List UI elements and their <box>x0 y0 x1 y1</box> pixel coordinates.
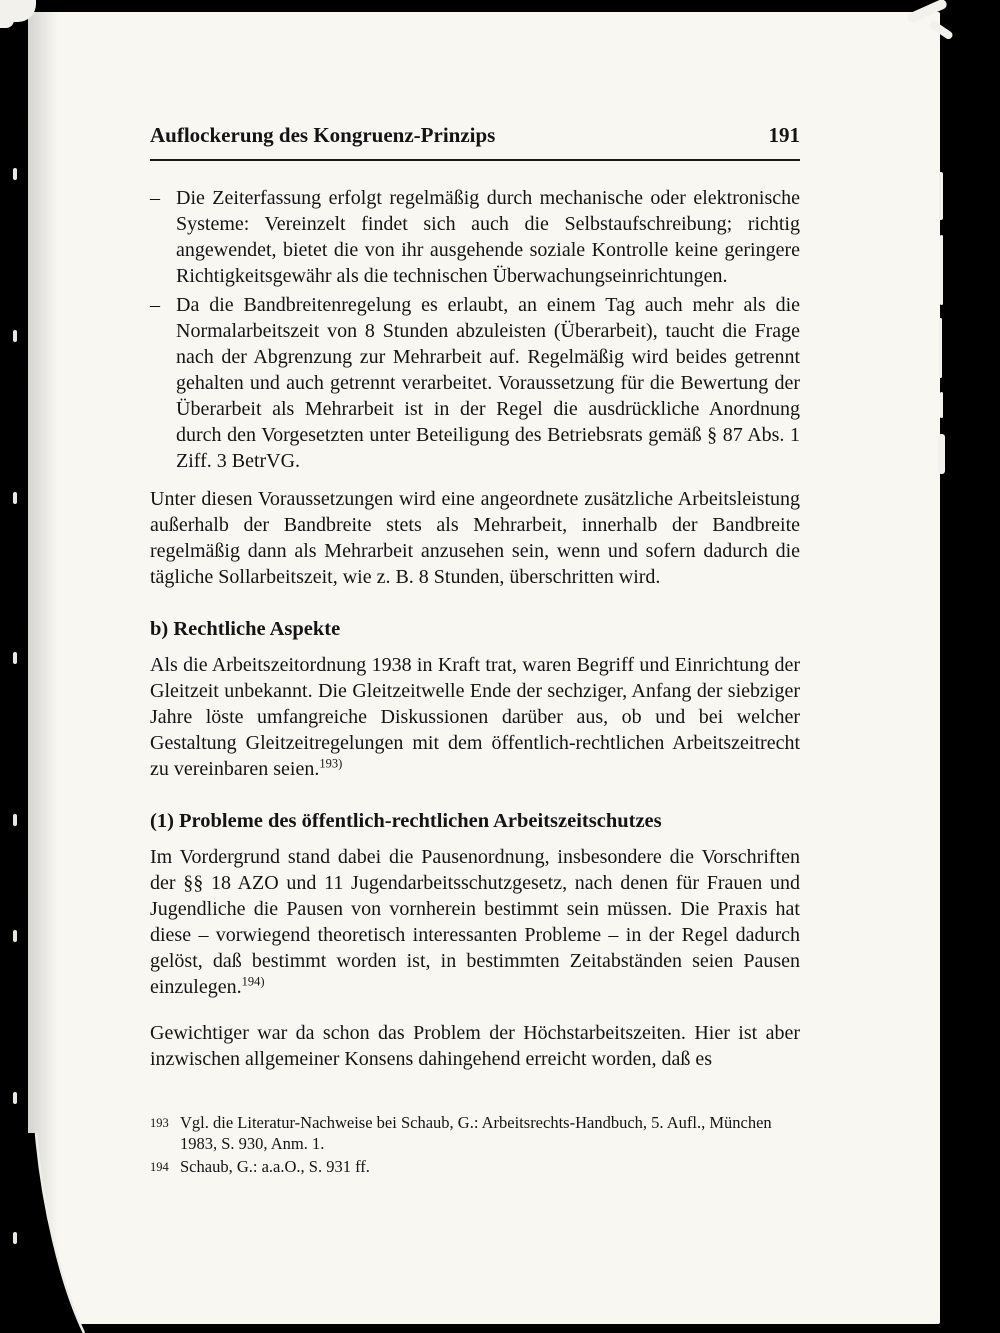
scan-artifact-left-tick <box>13 930 17 942</box>
footnote <box>150 1112 800 1154</box>
footnote-reference-193: 193) <box>319 756 343 771</box>
scan-artifact-page-curl <box>26 1133 106 1333</box>
book-page <box>28 12 940 1324</box>
section-heading-probleme: (1) Probleme des öffentlich-rechtlichen Arbeitszeitschutzes <box>150 810 662 832</box>
footnote-text: Vgl. die Literatur-Nachweise bei Schaub, G.: Arbeitsrechts-Handbuch, 5. Aufl., München 1983, S. 930, Anm. 1. <box>180 1113 772 1153</box>
paragraph-text: Im Vordergrund stand dabei die Pausenordnung, insbesondere die Vorschriften der §§ 18 AZO und 11 Jugendarbeitsschutzgesetz, nach denen für Frauen und Jugendliche die Pausen von vornherein bestimmt sein müssen. Die Praxis hat diese – vorwiegend theoretisch interessanten Probleme – in der Regel dadurch gelöst, daß bestimmt worden ist, in bestimmten Zeitabständen seien Pausen einzulegen. <box>150 846 800 998</box>
running-header <box>150 122 800 161</box>
section-heading-rechtliche-aspekte: b) Rechtliche Aspekte <box>150 618 341 640</box>
footnote <box>150 1156 800 1178</box>
page-content <box>28 12 940 1178</box>
scan-artifact-left-tick <box>13 168 17 180</box>
list-item-text: Die Zeiterfassung erfolgt regelmäßig durch mechanische oder elektronische Systeme: Vereinzelt findet sich auch die Selbstaufschreibung; richtig angewendet, bietet die von ihr ausgehende soziale Kontrolle keine geringere Richtigkeitsgewähr als die technischen Überwachungseinrichtungen. <box>176 187 800 287</box>
scan-artifact-left-tick <box>13 492 17 504</box>
footnote-number: 194 <box>150 1160 169 1174</box>
footnote-text: Schaub, G.: a.a.O., S. 931 ff. <box>180 1157 370 1176</box>
scan-artifact-right-edge <box>940 392 943 418</box>
list-item <box>150 292 800 474</box>
dash-marker: – <box>150 294 160 316</box>
dash-marker: – <box>150 187 160 209</box>
scan-artifact-right-edge <box>940 235 943 305</box>
scan-artifact-left-tick <box>13 1232 17 1244</box>
scan-artifact-left-tick <box>13 652 17 664</box>
paragraph-text: Als die Arbeitszeitordnung 1938 in Kraft trat, waren Begriff und Einrichtung der Gleitzeit unbekannt. Die Gleitzeitwelle Ende der sechziger, Anfang der siebziger Jahre löste umfangreiche Diskussionen darüber aus, ob und bei welcher Gestaltung Gleitzeitregelungen mit dem öffentlich-rechtlichen Arbeitszeitrecht zu vereinbaren seien. <box>150 654 800 780</box>
paragraph: Gewichtiger war da schon das Problem der Höchstarbeitszeiten. Hier ist aber inzwischen allgemeiner Konsens dahingehend erreicht worden, daß es <box>150 1022 800 1070</box>
scan-artifact-left-tick <box>13 814 17 826</box>
scan-artifact-left-tick <box>13 1092 17 1104</box>
paragraph: Unter diesen Voraussetzungen wird eine angeordnete zusätzliche Arbeitsleistung außerhalb der Bandbreite stets als Mehrarbeit, innerhalb der Bandbreite regelmäßig dann als Mehrarbeit anzusehen sein, wenn und sofern dadurch die tägliche Sollarbeitszeit, wie z. B. 8 Stunden, überschritten wird. <box>150 488 800 588</box>
scan-artifact-right-edge <box>938 434 945 474</box>
footnote-reference-194: 194) <box>241 974 265 989</box>
footnotes-block <box>150 1112 800 1178</box>
scan-artifact-left-tick <box>13 330 17 342</box>
paragraph <box>150 652 800 782</box>
footnote-number: 193 <box>150 1116 169 1130</box>
list-item <box>150 185 800 289</box>
scan-artifact-right-edge <box>939 318 942 378</box>
page-number: 191 <box>768 123 800 147</box>
scan-artifact-top-left <box>0 18 14 28</box>
running-header-title: Auflockerung des Kongruenz-Prinzips <box>150 123 496 147</box>
paragraph <box>150 844 800 1000</box>
list-item-text: Da die Bandbreitenregelung es erlaubt, an einem Tag auch mehr als die Normalarbeitszeit von 8 Stunden abzuleisten (Überarbeit), taucht die Frage nach der Abgrenzung zur Mehrarbeit auf. Regelmäßig wird beides getrennt gehalten und auch getrennt verarbeitet. Voraussetzung für die Bewertung der Überarbeit als Mehrarbeit ist in der Regel die ausdrückliche Anordnung durch den Vorgesetzten unter Beteiligung des Betriebsrats gemäß § 87 Abs. 1 Ziff. 3 BetrVG. <box>176 294 800 472</box>
scan-artifact-right-edge <box>939 172 943 220</box>
